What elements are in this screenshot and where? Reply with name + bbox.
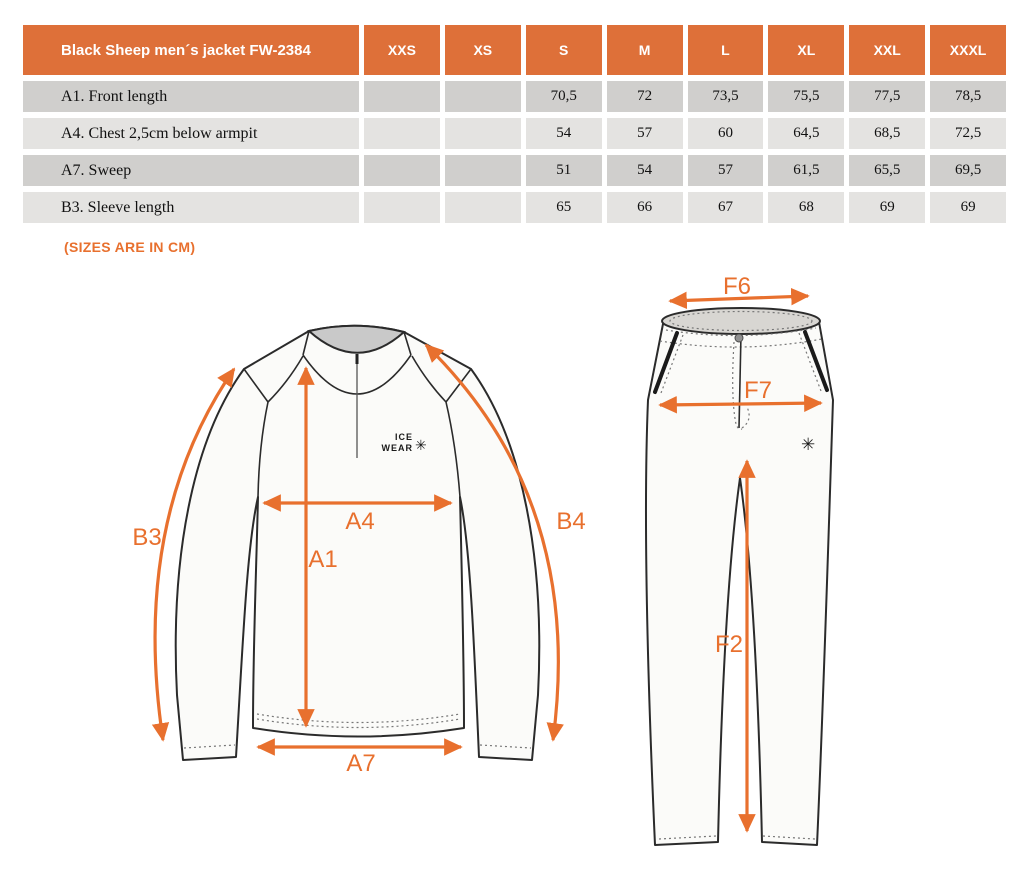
table-cell: 60 [688, 118, 764, 149]
table-cell: 72,5 [930, 118, 1006, 149]
column-header-xxxl: XXXL [930, 25, 1006, 75]
label-a4: A4 [345, 508, 375, 535]
arrow-f7 [660, 403, 821, 405]
table-cell: 54 [607, 155, 683, 186]
column-header-xl: XL [768, 25, 844, 75]
column-header-l: L [688, 25, 764, 75]
table-cell: 69 [930, 192, 1006, 223]
table-cell: 65,5 [849, 155, 925, 186]
jacket-drawing [132, 326, 585, 777]
ice-wear-logo-line1: ICE [394, 432, 413, 442]
column-header-xs: XS [445, 25, 521, 75]
waist-button [735, 334, 743, 342]
row-label: A1. Front length [23, 81, 359, 112]
label-f6: F6 [722, 273, 752, 300]
table-cell: 54 [526, 118, 602, 149]
table-cell: 73,5 [688, 81, 764, 112]
sizes-note: (SIZES ARE IN CM) [64, 239, 196, 255]
waist-opening [662, 308, 820, 334]
table-cell: 64,5 [768, 118, 844, 149]
table-cell: 57 [607, 118, 683, 149]
table-cell: 69 [849, 192, 925, 223]
table-cell: 72 [607, 81, 683, 112]
table-cell: 57 [688, 155, 764, 186]
table-cell: 67 [688, 192, 764, 223]
table-cell: 51 [526, 155, 602, 186]
column-header-m: M [607, 25, 683, 75]
table-cell: 75,5 [768, 81, 844, 112]
table-cell: 70,5 [526, 81, 602, 112]
label-a7: A7 [346, 750, 376, 777]
snowflake-icon: ✳ [801, 435, 816, 454]
table-cell: 66 [607, 192, 683, 223]
column-header-xxs: XXS [364, 25, 440, 75]
table-cell: 77,5 [849, 81, 925, 112]
label-b4: B4 [556, 508, 586, 535]
column-header-xxl: XXL [849, 25, 925, 75]
table-cell: 68,5 [849, 118, 925, 149]
table-cell: 65 [526, 192, 602, 223]
pants-drawing [646, 273, 833, 845]
ice-wear-logo-line2: WEAR [381, 443, 413, 453]
table-cell: 78,5 [930, 81, 1006, 112]
label-f2: F2 [714, 631, 744, 658]
row-label: A4. Chest 2,5cm below armpit [23, 118, 359, 149]
label-f7: F7 [743, 377, 773, 404]
column-header-s: S [526, 25, 602, 75]
table-cell: 61,5 [768, 155, 844, 186]
table-title: Black Sheep men´s jacket FW-2384 [23, 25, 359, 75]
table-cell: 69,5 [930, 155, 1006, 186]
row-label: A7. Sweep [23, 155, 359, 186]
row-label: B3. Sleeve length [23, 192, 359, 223]
snowflake-icon: ✳ [415, 437, 427, 453]
table-cell: 68 [768, 192, 844, 223]
label-a1: A1 [308, 546, 338, 573]
label-b3: B3 [132, 524, 162, 551]
